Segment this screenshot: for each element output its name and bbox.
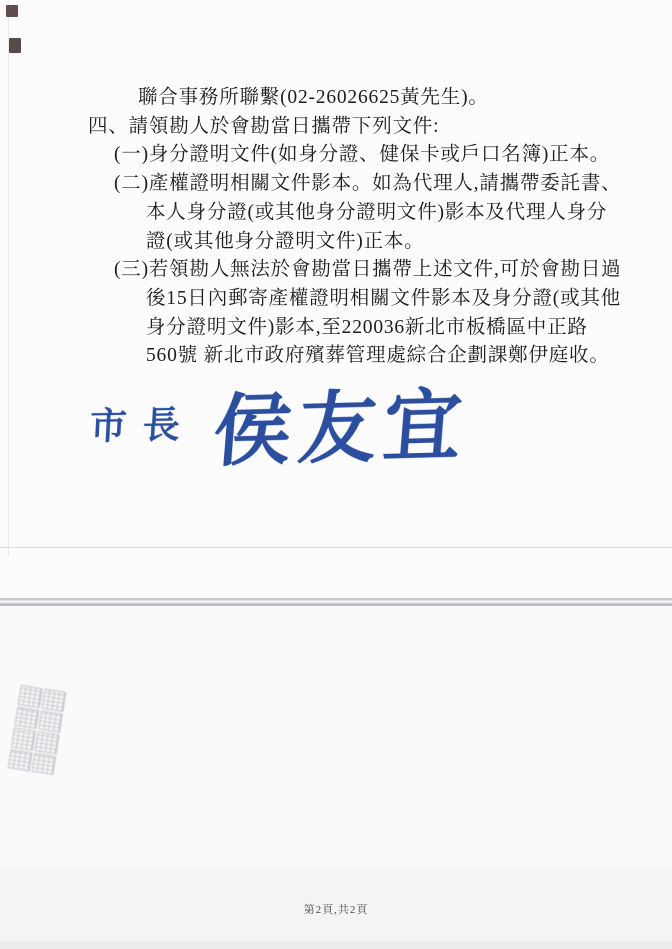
page-number: 第2頁,共2頁 [303,904,369,916]
document-line: (二)產權證明相關文件影本。如為代理人,請攜帶委託書、 [114,173,622,195]
paper-edge-line [8,0,9,556]
mayor-signature: 侯友宜 [210,381,472,476]
document-line: (三)若領勘人無法於會勘當日攜帶上述文件,可於會勘日過 [114,259,622,281]
stamp-glyph [11,727,36,750]
stamp-glyph [31,752,56,775]
stamp-glyph [35,731,60,754]
stamp-glyph [14,706,39,729]
scan-artifact [9,38,21,53]
page-bottom-edge [0,941,672,949]
document-line: 本人身分證(或其他身分證明文件)影本及代理人身分 [146,201,608,223]
document-line: 證(或其他身分證明文件)正本。 [146,230,425,252]
mayor-title: 市長 [88,405,197,448]
document-line: 560號 新北市政府殯葬管理處綜合企劃課鄭伊庭收。 [146,345,610,367]
document-body [88,84,663,371]
mayor-signature-block [88,366,472,478]
lower-page-region [0,606,672,868]
fold-line-thin [0,547,672,548]
scan-artifact [6,5,18,17]
document-line: 聯合事務所聯繫(02-26026625黃先生)。 [138,87,489,108]
stamp-glyph [18,685,43,708]
document-line: 後15日內郵寄產權證明相關文件影本及身分證(或其他 [146,287,621,309]
document-line: (一)身分證明文件(如身分證、健保卡或戶口名簿)正本。 [114,144,611,166]
fold-line-band [0,598,672,606]
stamp-glyph [38,710,63,733]
document-line: 四、請領勘人於會勘當日攜帶下列文件: [88,115,440,137]
stamp-glyph [8,749,33,772]
stamp-glyph [42,689,67,712]
document-line: 身分證明文件)影本,至220036新北市板橋區中正路 [146,316,588,338]
